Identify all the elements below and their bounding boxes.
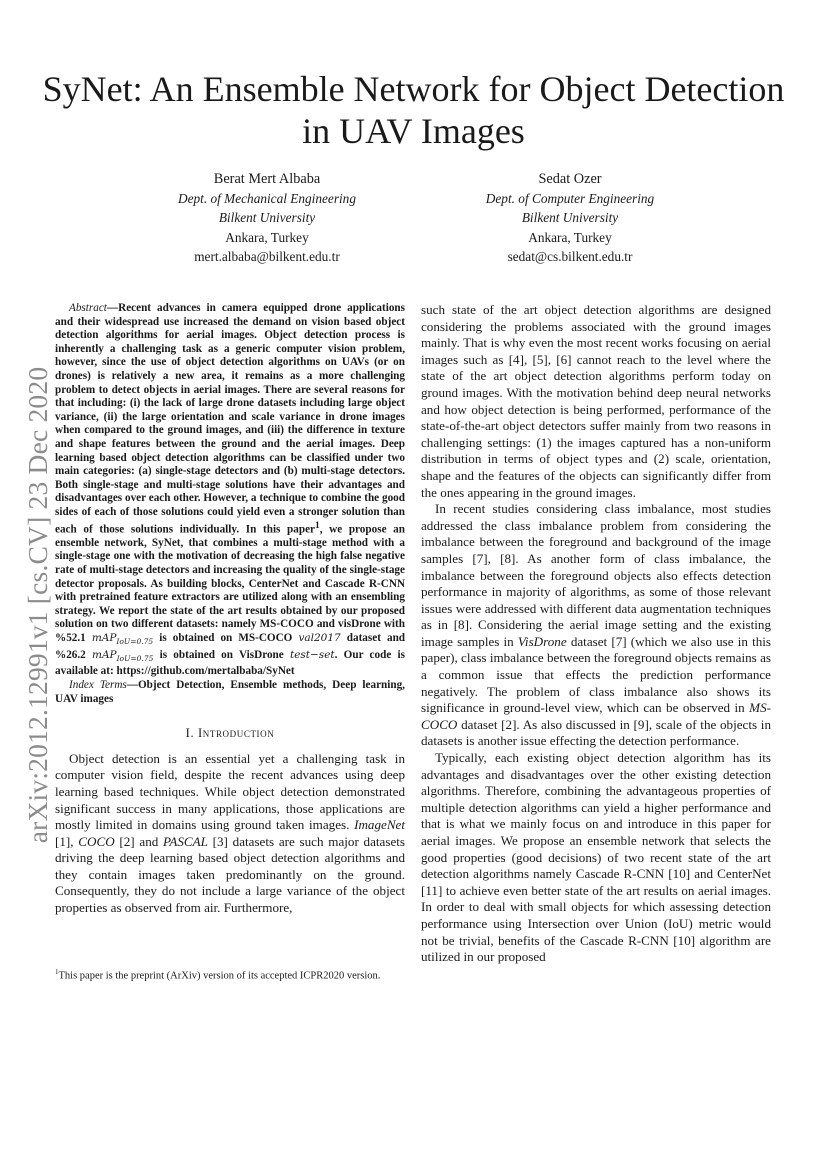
abstract-label: Abstract xyxy=(69,302,107,314)
paper-title: SyNet: An Ensemble Network for Object Detection in UAV Images xyxy=(42,69,785,151)
metric-math: mAP$_{IoU=0.75}$ xyxy=(91,648,154,663)
metric-math: mAP$_{IoU=0.75}$ xyxy=(91,631,154,647)
code-link: . Our code is available at: https://github.com/mertalbaba/SyNet xyxy=(55,648,405,678)
author-univ: Bilkent University xyxy=(218,210,316,226)
author-email[interactable]: sedat@cs.bilkent.edu.tr xyxy=(507,248,633,264)
footnote xyxy=(55,966,405,983)
body-paragraph: In recent studies considering class imbalance, most studies addressed the class imbalance problem from considering the imbalance between the foreground and background of the image samples [7], [8]. As another form of class imbalance, the imbalance between the foreground objects also effects detection performance in majority of algorithms, as some of those relevant issues were addressed with different data augmentation techniques as in [8]. Considering the aerial image setting and the existing image samples in VisDrone dataset [7] (which we also use in this paper), class imbalance between the foreground objects remains as a common issue that effects the prediction performance negatively. The problem of class imbalance also shows its significance in ground-level view, which can be observed in MS-COCO dataset [2]. As also discussed in [9], scale of the objects in datasets is another issue effecting the detection performance. xyxy=(421,501,771,749)
author-email[interactable]: mert.albaba@bilkent.edu.tr xyxy=(194,248,340,264)
author-block-1 xyxy=(117,169,417,266)
footnote-number: 1 xyxy=(55,968,59,976)
section-heading: I. Introduction xyxy=(185,726,275,741)
author-location: Ankara, Turkey xyxy=(528,229,612,245)
author-name: Sedat Ozer xyxy=(538,171,602,187)
footnote-mark: 1 xyxy=(315,520,320,531)
body-paragraph: Typically, each existing object detection algorithm has its advantages and disadvantages over the other existing detection algorithms. Therefore, combining the advantageous properties of multiple detection algorithms can yield a higher performance and that is what we mainly focus on and introduce in this paper for aerial images. We propose an ensemble network that selects the good properties (good decisions) of two recent state of the art detection algorithms namely Cascade R-CNN [10] and CenterNet [11] to achieve even better state of the art results on aerial images. In order to deal with small objects for which assessing detection performance using Intersection over Union (IoU) metric would not be trivial, benefits of the Cascade R-CNN [10] algorithm are utilized in our proposed xyxy=(421,750,771,965)
abstract: Abstract—Recent advances in camera equipped drone applications and their widespread use increased the demand on vision based object detection algorithms for aerial images. Object detection process is inherently a challenging task as a generic computer vision problem, however, since the use of object detection algorithms on UAVs (or on drones) is relatively a new area, it remains as a more challenging problem to detect objects in aerial images. There are several reasons for that including: (i) the lack of large drone datasets including large object variance, (ii) the large orientation and scale variance in drone images when compared to the ground images, and (iii) the difference in texture and shape features between the ground and the aerial images. Deep learning based object detection algorithms can be classified under two main categories: (a) single-stage detectors and (b) multi-stage detectors. Both single-stage and multi-stage solutions have their advantages and disadvantages over each other. However, a technique to combine the good sides of each of those solutions could yield even a stronger solution than each of those solutions individually. In this paper$^1$, we propose an ensemble network, SyNet, that combines a multi-stage method with a single-stage one with the motivation of decreasing the high false negative rate of multi-stage detectors and increasing the quality of the single-stage detector proposals. As building blocks, CenterNet and Cascade R-CNN with pretrained feature extractors are utilized along with an ensembling strategy. We report the state of the art results obtained by our proposed solution on two different datasets: namely MS-COCO and visDrone with %52.1 mAP$_{IoU=0.75}$ is obtained on MS-COCO val2017 dataset and %26.2 mAP$_{IoU=0.75}$ is obtained on VisDrone test−set. Our code is available at: https://github.com/mertalbaba/SyNet xyxy=(55,302,406,678)
arxiv-stamp xyxy=(20,362,56,847)
index-terms-label: Index Terms xyxy=(69,678,127,691)
index-terms: Index Terms—Object Detection, Ensemble methods, Deep learning, UAV images xyxy=(55,678,405,705)
right-column xyxy=(421,302,771,966)
author-name: Berat Mert Albaba xyxy=(213,171,321,187)
author-dept: Dept. of Mechanical Engineering xyxy=(178,191,356,206)
split-math: test−set xyxy=(289,648,335,661)
author-location: Ankara, Turkey xyxy=(225,229,309,245)
split-math: val2017 xyxy=(298,631,341,644)
author-dept: Dept. of Computer Engineering xyxy=(485,191,655,206)
footnote-text: This paper is the preprint (ArXiv) version of its accepted ICPR2020 version. xyxy=(58,970,381,982)
author-univ: Bilkent University xyxy=(521,210,619,226)
body-paragraph: such state of the art object detection algorithms are designed considering the problems associated with the ground images mainly. That is why even the most recent works focusing on aerial images such as [4], [5], [6] cannot reach to the level where the state of the art object detection algorithms perform today on ground images. With the motivation behind deep neural networks and how object detection is being performed, performance of the state-of-the-art object detectors suffer mainly from two reasons in challenging settings: (1) the images captured has a non-uniform distribution in terms of object types and (2) scale, orientation, shape and the features of the objects can significantly differ from the ones appearing in the ground images. xyxy=(421,302,771,500)
intro-paragraph: Object detection is an essential yet a challenging task in computer vision field, despite the recent advances using deep learning based techniques. While object detection demonstrated significant success in many applications, those applications are mostly limited in domains using ground taken images. ImageNet [1], COCO [2] and PASCAL [3] datasets are such major datasets driving the deep learning based object detection algorithms and they contain images taken predominantly on the ground. Consequently, they do not include a large variance of the object properties as observed from air. Furthermore, xyxy=(55,750,405,916)
arxiv-stamp-text: arXiv:2012.12991v1 [cs.CV] 23 Dec 2020 xyxy=(22,366,53,843)
author-block-2 xyxy=(420,169,720,266)
left-column xyxy=(55,302,405,917)
